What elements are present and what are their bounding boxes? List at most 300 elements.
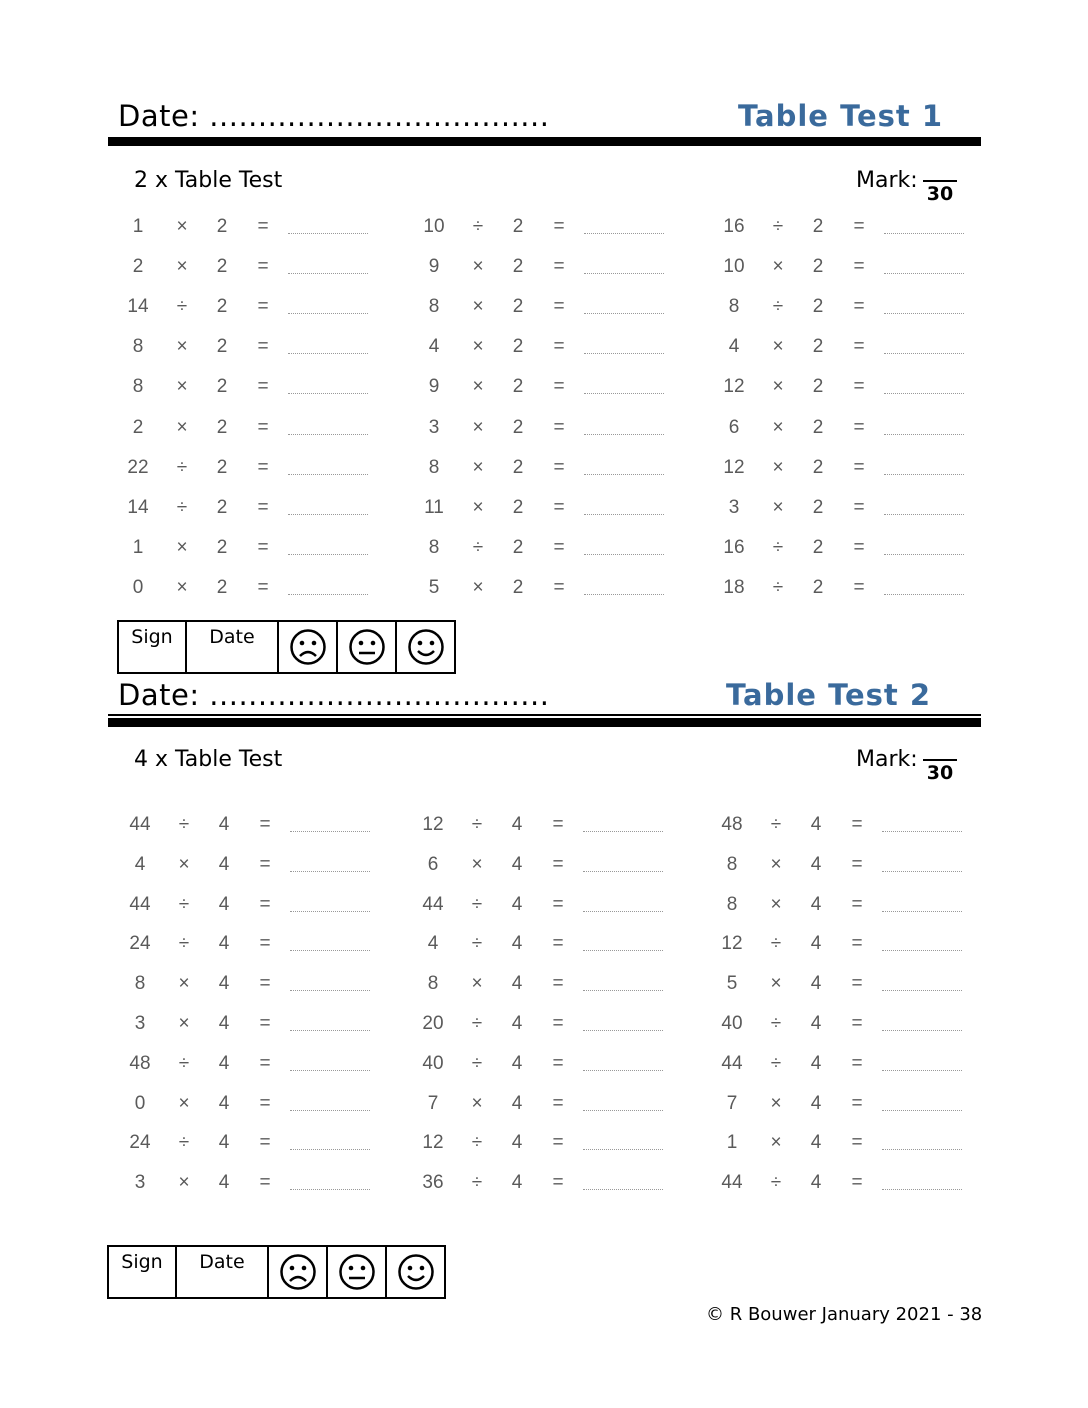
operator: × [176, 256, 188, 278]
equals-sign: = [553, 296, 565, 318]
operand-b: 2 [812, 496, 824, 518]
question-row [413, 932, 665, 956]
answer-blank[interactable] [583, 990, 663, 991]
answer-blank[interactable] [882, 871, 962, 872]
equals-sign: = [853, 376, 865, 398]
operand-a: 5 [726, 973, 738, 995]
operand-b: 2 [512, 296, 524, 318]
answer-blank[interactable] [882, 831, 962, 832]
answer-blank[interactable] [290, 911, 370, 912]
operator: ÷ [770, 1013, 782, 1034]
operator: × [770, 893, 782, 915]
operand-b: 2 [512, 376, 524, 398]
equals-sign: = [259, 933, 271, 955]
question-row [714, 375, 966, 399]
operator: ÷ [471, 1013, 483, 1034]
question-row [414, 536, 666, 560]
question-row [714, 416, 966, 440]
equals-sign: = [259, 1132, 271, 1154]
question-row [118, 215, 370, 239]
operand-b: 4 [810, 1052, 822, 1074]
happy-face-option[interactable] [386, 1246, 445, 1298]
operand-a: 9 [428, 376, 440, 398]
operand-b: 2 [216, 256, 228, 278]
operand-b: 2 [216, 496, 228, 518]
equals-sign: = [851, 893, 863, 915]
operator: ÷ [770, 1052, 782, 1074]
equals-sign: = [257, 216, 269, 237]
question-row [413, 1171, 665, 1195]
operand-b: 4 [810, 853, 822, 875]
equals-sign: = [853, 256, 865, 278]
answer-blank[interactable] [288, 514, 368, 515]
question-row [712, 813, 964, 837]
question-row [120, 813, 372, 837]
question-row [414, 335, 666, 359]
operator: × [472, 296, 484, 318]
operand-b: 2 [512, 336, 524, 358]
operand-a: 2 [132, 416, 144, 438]
equals-sign: = [853, 456, 865, 478]
equals-sign: = [853, 536, 865, 558]
operand-a: 4 [728, 336, 740, 358]
question-row [712, 932, 964, 956]
neutral-face-option[interactable] [327, 1246, 386, 1298]
equals-sign: = [553, 536, 565, 558]
answer-blank[interactable] [882, 1110, 962, 1111]
question-row [712, 1092, 964, 1116]
operand-b: 4 [511, 1172, 523, 1194]
answer-blank[interactable] [290, 1110, 370, 1111]
answer-blank[interactable] [290, 1030, 370, 1031]
operand-b: 2 [812, 536, 824, 558]
equals-sign: = [851, 1132, 863, 1154]
operand-a: 44 [721, 1172, 743, 1194]
equals-sign: = [257, 576, 269, 598]
answer-blank[interactable] [288, 434, 368, 435]
answer-blank[interactable] [884, 474, 964, 475]
equals-sign: = [552, 853, 564, 875]
operand-b: 2 [512, 456, 524, 478]
question-row [120, 932, 372, 956]
operand-b: 4 [511, 893, 523, 915]
equals-sign: = [257, 456, 269, 478]
header-rule [108, 718, 981, 727]
sign-date-cell[interactable]: Date [176, 1246, 268, 1298]
operand-a: 8 [132, 336, 144, 358]
answer-blank[interactable] [884, 353, 964, 354]
operand-b: 4 [218, 1132, 230, 1154]
operand-b: 4 [810, 814, 822, 835]
operand-a: 8 [427, 973, 439, 995]
operand-a: 1 [132, 536, 144, 558]
sign-cell[interactable]: Sign [108, 1246, 176, 1298]
answer-blank[interactable] [288, 273, 368, 274]
operator: × [178, 1092, 190, 1114]
answer-blank[interactable] [882, 1030, 962, 1031]
question-row [712, 893, 964, 917]
answer-blank[interactable] [583, 1070, 663, 1071]
answer-blank[interactable] [583, 950, 663, 951]
operator: × [772, 416, 784, 438]
operand-a: 1 [132, 216, 144, 237]
question-row [413, 1012, 665, 1036]
operand-b: 2 [812, 416, 824, 438]
answer-blank[interactable] [884, 393, 964, 394]
equals-sign: = [552, 933, 564, 955]
operand-b: 2 [512, 256, 524, 278]
sign-cell[interactable]: Sign [118, 621, 186, 673]
operand-b: 4 [810, 1172, 822, 1194]
operand-a: 40 [422, 1052, 444, 1074]
question-row [118, 536, 370, 560]
operand-b: 4 [810, 893, 822, 915]
operand-b: 2 [216, 376, 228, 398]
question-row [118, 496, 370, 520]
equals-sign: = [851, 1172, 863, 1194]
operand-a: 14 [127, 496, 149, 518]
operand-a: 12 [723, 456, 745, 478]
operand-b: 4 [218, 1013, 230, 1034]
question-row [413, 853, 665, 877]
operand-b: 2 [216, 416, 228, 438]
answer-blank[interactable] [584, 474, 664, 475]
question-row [413, 813, 665, 837]
operator: ÷ [471, 893, 483, 915]
answer-blank[interactable] [884, 313, 964, 314]
sign-date-cell[interactable]: Date [186, 621, 278, 673]
operand-b: 4 [511, 853, 523, 875]
equals-sign: = [851, 1013, 863, 1034]
question-row [414, 456, 666, 480]
operand-b: 2 [216, 576, 228, 598]
answer-blank[interactable] [288, 353, 368, 354]
answer-blank[interactable] [290, 1070, 370, 1071]
question-row [118, 255, 370, 279]
answer-blank[interactable] [290, 950, 370, 951]
question-row [118, 335, 370, 359]
operator: ÷ [772, 576, 784, 598]
equals-sign: = [851, 933, 863, 955]
operator: × [770, 1132, 782, 1154]
operator: ÷ [471, 933, 483, 955]
answer-blank[interactable] [583, 1030, 663, 1031]
operand-a: 12 [422, 1132, 444, 1154]
operand-b: 4 [810, 1013, 822, 1034]
operator: × [176, 536, 188, 558]
happy-face-option[interactable] [396, 621, 455, 673]
question-row [414, 215, 666, 239]
operator: × [472, 576, 484, 598]
answer-blank[interactable] [290, 1189, 370, 1190]
operator: ÷ [178, 893, 190, 915]
operand-b: 2 [812, 376, 824, 398]
question-row [414, 295, 666, 319]
operator: ÷ [178, 814, 190, 835]
operand-b: 4 [218, 933, 230, 955]
operator: × [770, 1092, 782, 1114]
question-row [714, 255, 966, 279]
operand-b: 4 [511, 1092, 523, 1114]
operator: × [176, 376, 188, 398]
operand-a: 12 [422, 814, 444, 835]
question-row [714, 496, 966, 520]
equals-sign: = [257, 256, 269, 278]
equals-sign: = [259, 1092, 271, 1114]
answer-blank[interactable] [882, 1070, 962, 1071]
operand-b: 4 [810, 973, 822, 995]
operator: × [472, 456, 484, 478]
test-subtitle-1: 2 x Table Test [134, 168, 283, 193]
equals-sign: = [552, 973, 564, 995]
operator: × [176, 576, 188, 598]
operand-b: 4 [511, 1052, 523, 1074]
operand-b: 4 [511, 1013, 523, 1034]
mark-label-1: Mark: [856, 168, 918, 193]
date-field-test-2[interactable]: Date: ................................... [118, 678, 550, 712]
operator: × [772, 496, 784, 518]
operand-a: 18 [723, 576, 745, 598]
question-row [120, 853, 372, 877]
equals-sign: = [552, 814, 564, 835]
equals-sign: = [553, 256, 565, 278]
operator: × [772, 256, 784, 278]
operand-a: 1 [726, 1132, 738, 1154]
operand-b: 2 [812, 456, 824, 478]
question-row [120, 1052, 372, 1076]
answer-blank[interactable] [584, 594, 664, 595]
operand-b: 2 [812, 216, 824, 237]
header-rule-thin [108, 714, 981, 716]
operator: ÷ [772, 536, 784, 558]
operand-a: 44 [129, 814, 151, 835]
neutral-face-icon [328, 1253, 385, 1291]
answer-blank[interactable] [290, 871, 370, 872]
operand-a: 3 [428, 416, 440, 438]
equals-sign: = [553, 576, 565, 598]
answer-blank[interactable] [584, 393, 664, 394]
operand-b: 4 [810, 1092, 822, 1114]
operand-b: 2 [512, 216, 524, 237]
operand-b: 4 [511, 933, 523, 955]
answer-blank[interactable] [288, 233, 368, 234]
question-row [714, 295, 966, 319]
equals-sign: = [851, 853, 863, 875]
operator: × [472, 256, 484, 278]
equals-sign: = [257, 416, 269, 438]
operator: ÷ [176, 296, 188, 318]
question-row [714, 536, 966, 560]
equals-sign: = [552, 1172, 564, 1194]
operand-b: 2 [812, 336, 824, 358]
operator: ÷ [770, 933, 782, 955]
operator: × [770, 853, 782, 875]
operand-a: 8 [726, 853, 738, 875]
answer-blank[interactable] [288, 474, 368, 475]
answer-blank[interactable] [583, 1110, 663, 1111]
answer-blank[interactable] [584, 353, 664, 354]
question-row [413, 1131, 665, 1155]
operand-b: 2 [216, 536, 228, 558]
sad-face-option[interactable] [278, 621, 337, 673]
answer-blank[interactable] [584, 273, 664, 274]
operand-a: 48 [129, 1052, 151, 1074]
answer-blank[interactable] [583, 831, 663, 832]
question-row [120, 1012, 372, 1036]
operand-a: 44 [422, 893, 444, 915]
operator: × [772, 376, 784, 398]
operand-a: 6 [427, 853, 439, 875]
equals-sign: = [553, 456, 565, 478]
equals-sign: = [552, 1052, 564, 1074]
answer-blank[interactable] [882, 911, 962, 912]
answer-blank[interactable] [288, 313, 368, 314]
operand-a: 4 [428, 336, 440, 358]
operator: ÷ [772, 296, 784, 318]
operator: ÷ [176, 496, 188, 518]
answer-blank[interactable] [288, 393, 368, 394]
operator: × [176, 216, 188, 237]
question-row [414, 416, 666, 440]
header-rule [108, 137, 981, 146]
operand-b: 4 [218, 814, 230, 835]
equals-sign: = [259, 853, 271, 875]
operand-b: 4 [218, 1172, 230, 1194]
equals-sign: = [259, 814, 271, 835]
equals-sign: = [851, 1052, 863, 1074]
answer-blank[interactable] [882, 950, 962, 951]
operator: × [472, 336, 484, 358]
date-field-test-1[interactable]: Date: ................................... [118, 99, 550, 133]
operand-a: 16 [723, 536, 745, 558]
operator: ÷ [178, 1132, 190, 1154]
operand-a: 8 [428, 536, 440, 558]
answer-blank[interactable] [584, 514, 664, 515]
question-row [413, 1052, 665, 1076]
question-row [120, 1092, 372, 1116]
operator: × [471, 1092, 483, 1114]
happy-face-icon [397, 628, 454, 666]
neutral-face-option[interactable] [337, 621, 396, 673]
question-row [118, 375, 370, 399]
question-row [120, 1171, 372, 1195]
answer-blank[interactable] [583, 1189, 663, 1190]
operand-b: 2 [512, 496, 524, 518]
operand-b: 4 [810, 933, 822, 955]
equals-sign: = [553, 416, 565, 438]
equals-sign: = [257, 376, 269, 398]
answer-blank[interactable] [584, 233, 664, 234]
answer-blank[interactable] [882, 990, 962, 991]
answer-blank[interactable] [290, 990, 370, 991]
equals-sign: = [259, 973, 271, 995]
answer-blank[interactable] [884, 594, 964, 595]
operand-a: 5 [428, 576, 440, 598]
question-row [712, 1171, 964, 1195]
operator: ÷ [472, 536, 484, 558]
answer-blank[interactable] [884, 554, 964, 555]
operand-a: 12 [721, 933, 743, 955]
answer-blank[interactable] [290, 831, 370, 832]
question-row [712, 1131, 964, 1155]
question-row [712, 972, 964, 996]
operand-b: 4 [810, 1132, 822, 1154]
answer-blank[interactable] [288, 554, 368, 555]
answer-blank[interactable] [882, 1189, 962, 1190]
answer-blank[interactable] [288, 594, 368, 595]
answer-blank[interactable] [882, 1149, 962, 1150]
operator: ÷ [472, 216, 484, 237]
question-row [120, 893, 372, 917]
test-title-1: Table Test 1 [738, 99, 944, 133]
operand-b: 2 [216, 456, 228, 478]
operand-a: 44 [721, 1052, 743, 1074]
equals-sign: = [259, 1052, 271, 1074]
answer-blank[interactable] [583, 871, 663, 872]
equals-sign: = [553, 216, 565, 237]
answer-blank[interactable] [583, 1149, 663, 1150]
question-row [414, 576, 666, 600]
answer-blank[interactable] [884, 434, 964, 435]
operand-a: 9 [428, 256, 440, 278]
operand-b: 2 [812, 296, 824, 318]
operand-a: 8 [428, 296, 440, 318]
operator: ÷ [770, 814, 782, 835]
operand-b: 2 [216, 336, 228, 358]
equals-sign: = [853, 336, 865, 358]
answer-blank[interactable] [884, 514, 964, 515]
equals-sign: = [853, 576, 865, 598]
operand-b: 4 [511, 814, 523, 835]
equals-sign: = [552, 1132, 564, 1154]
equals-sign: = [552, 893, 564, 915]
question-row [413, 1092, 665, 1116]
answer-blank[interactable] [583, 911, 663, 912]
operand-a: 4 [427, 933, 439, 955]
operator: × [472, 416, 484, 438]
answer-blank[interactable] [584, 434, 664, 435]
operand-b: 4 [511, 973, 523, 995]
answer-blank[interactable] [584, 554, 664, 555]
operator: × [772, 456, 784, 478]
operand-b: 4 [218, 893, 230, 915]
operand-a: 11 [424, 496, 444, 518]
test-title-2: Table Test 2 [726, 678, 932, 712]
answer-blank[interactable] [290, 1149, 370, 1150]
operand-a: 14 [127, 296, 149, 318]
operator: × [178, 1172, 190, 1194]
answer-blank[interactable] [884, 233, 964, 234]
operand-b: 2 [216, 216, 228, 237]
sad-face-option[interactable] [268, 1246, 327, 1298]
operand-b: 2 [512, 416, 524, 438]
operand-b: 2 [216, 296, 228, 318]
sign-box-1 [117, 620, 456, 674]
answer-blank[interactable] [584, 313, 664, 314]
operator: ÷ [471, 814, 483, 835]
operator: ÷ [770, 1172, 782, 1194]
question-row [714, 215, 966, 239]
equals-sign: = [553, 376, 565, 398]
operand-a: 7 [427, 1092, 439, 1114]
question-row [712, 853, 964, 877]
operator: ÷ [471, 1172, 483, 1194]
sad-face-icon [279, 628, 336, 666]
operand-b: 4 [218, 1052, 230, 1074]
answer-blank[interactable] [884, 273, 964, 274]
operator: ÷ [178, 1052, 190, 1074]
equals-sign: = [552, 1013, 564, 1034]
